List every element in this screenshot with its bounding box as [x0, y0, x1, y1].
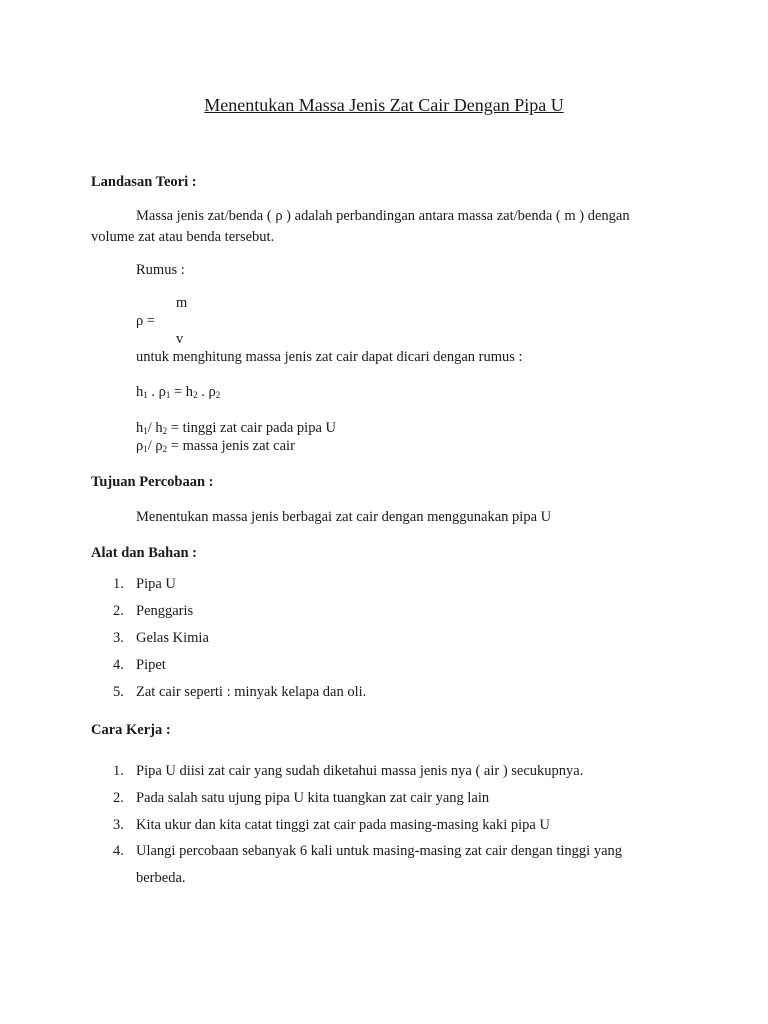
formula-denominator: v — [176, 331, 184, 347]
list-item: 2. Penggaris — [113, 603, 194, 619]
list-item: 2. Pada salah satu ujung pipa U kita tuangkan zat cair yang lain — [113, 790, 490, 806]
formula-numerator: m — [176, 295, 188, 311]
definition-h: $h_1/$ $h_2$ = tinggi zat cair pada pipa U — [136, 420, 336, 436]
list-item: 5. Zat cair seperti : minyak kelapa dan oli. — [113, 684, 367, 700]
list-item: 4. Ulangi percobaan sebanyak 6 kali untuk masing-masing zat cair dengan tinggi yang berbeda. — [113, 843, 623, 886]
document-title: Menentukan Massa Jenis Zat Cair Dengan Pipa U — [204, 95, 564, 115]
rumus-label: Rumus : — [136, 262, 185, 278]
list-item: 4. Pipet — [113, 657, 166, 673]
dicari-text: untuk menghitung massa jenis zat cair dapat dicari dengan rumus : — [136, 349, 523, 365]
cara-list — [91, 763, 671, 892]
list-item: 1. Pipa U diisi zat cair yang sudah diketahui massa jenis nya ( air ) secukupnya. — [113, 763, 584, 779]
list-item: 3. Gelas Kimia — [113, 630, 209, 646]
section-heading-alat: Alat dan Bahan : — [91, 545, 197, 561]
tujuan-text: Menentukan massa jenis berbagai zat cair dengan menggunakan pipa U — [136, 509, 552, 525]
definition-rho: $\rho_1/$ $\rho_2$ = massa jenis zat cair — [136, 438, 295, 454]
section-heading-tujuan: Tujuan Percobaan : — [91, 474, 214, 490]
alat-list — [91, 576, 366, 711]
list-item: 3. Kita ukur dan kita catat tinggi zat cair pada masing-masing kaki pipa U — [113, 817, 550, 833]
list-item: 1. Pipa U — [113, 576, 176, 592]
section-heading-landasan: Landasan Teori : — [91, 174, 197, 190]
landasan-paragraph-line2: volume zat atau benda tersebut. — [91, 229, 275, 245]
landasan-paragraph-line1: Massa jenis zat/benda ( ρ ) adalah perbandingan antara massa zat/benda ( m ) dengan — [136, 208, 630, 224]
equation-h-rho: $h_1$ . $\rho_1 = h_2$ . $\rho_2$ — [136, 384, 221, 400]
formula-lhs: ρ = — [136, 313, 156, 329]
section-heading-cara: Cara Kerja : — [91, 722, 171, 738]
